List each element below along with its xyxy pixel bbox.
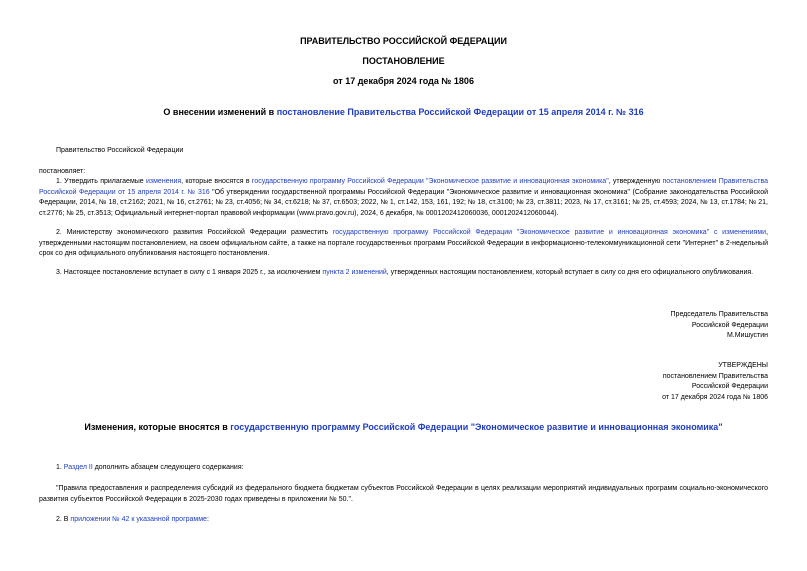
c2-number: 2. В <box>56 516 71 523</box>
c2-link-appendix[interactable]: приложении № 42 к указанной программе <box>70 516 207 523</box>
title-link[interactable]: постановление Правительства Российской Федерации от 15 апреля 2014 г. № 316 <box>276 107 644 117</box>
c2-text: : <box>206 516 209 523</box>
change-item-2 <box>56 515 209 526</box>
decrees-word: постановляет: <box>39 168 86 175</box>
approved-line-3: Российской Федерации <box>691 383 768 391</box>
c1-text: дополнить абзацем следующего содержания: <box>92 464 244 471</box>
approved-block <box>662 361 768 404</box>
p3-text-b: , утвержденных настоящим постановлением, который вступает в силу со дня его официального опубликования. <box>386 269 754 276</box>
document-type: ПОСТАНОВЛЕНИЕ <box>362 56 445 66</box>
paragraph-3 <box>56 268 768 279</box>
paragraph-1 <box>39 177 768 219</box>
p2-link-changes[interactable]: с изменениями <box>709 229 767 236</box>
p1-link-decree[interactable]: постановлением Правительства Российской Федерации от 15 апреля 2014 г. № 316 <box>39 178 768 196</box>
p2-text-b: , утвержденными настоящим постановлением, на своем официальном сайте, а также на портале государственных программ Российской Федерации в информационно-телекоммуникационной сети "Интернет" в 2-недельный срок со дня официального опубликования настоящего постановления. <box>39 229 769 257</box>
p2-link-program[interactable]: государственную программу Российской Федерации "Экономическое развитие и инновационная экономика" <box>332 229 710 236</box>
p2-text-a: 2. Министерству экономического развития Российской Федерации разместить <box>56 229 333 236</box>
changes-title <box>0 422 807 432</box>
document-date-number: от 17 декабря 2024 года № 1806 <box>333 76 474 86</box>
title-prefix: О внесении изменений в <box>163 107 277 117</box>
changes-title-link[interactable]: государственную программу Российской Федерации "Экономическое развитие и инновационная экономика" <box>230 422 723 432</box>
government-line: Правительство Российской Федерации <box>56 147 184 154</box>
signature-block <box>671 310 768 342</box>
signature-position: Председатель Правительства <box>670 311 768 318</box>
approved-line-2: постановлением Правительства <box>662 372 768 380</box>
change-item-1-quote: "Правила предоставления и распределения субсидий из федерального бюджета бюджетам субъектов Российской Федерации в целях реализации мероприятий индивидуальных программ социально-экономического развития субъектов Российской Федерации в 2025-2030 годах приведены в приложении № 50.". <box>39 485 768 503</box>
paragraph-2 <box>39 228 768 260</box>
document-title <box>0 107 807 117</box>
p1-text-b: , которые вносятся в <box>181 178 252 185</box>
changes-title-prefix: Изменения, которые вносятся в <box>84 422 231 432</box>
signature-country: Российской Федерации <box>691 321 768 329</box>
p1-text-a: 1. Утвердить прилагаемые <box>56 178 146 185</box>
signature-name: М.Мишустин <box>726 332 768 340</box>
c1-number: 1. <box>56 464 64 471</box>
c1-link-section[interactable]: Раздел II <box>63 464 93 471</box>
p1-text-c: , утвержденную <box>608 178 663 185</box>
p1-link-changes[interactable]: изменения <box>146 178 182 185</box>
approved-line-4: от 17 декабря 2024 года № 1806 <box>662 394 768 402</box>
p1-link-program[interactable]: государственную программу Российской Федерации "Экономическое развитие и инновационная экономика" <box>251 178 609 185</box>
p3-link-item2[interactable]: пункта 2 изменений <box>322 269 387 276</box>
p3-text-a: 3. Настоящее постановление вступает в силу с 1 января 2025 г., за исключением <box>56 269 323 276</box>
approved-heading: УТВЕРЖДЕНЫ <box>718 362 768 369</box>
government-heading: ПРАВИТЕЛЬСТВО РОССИЙСКОЙ ФЕДЕРАЦИИ <box>300 36 507 46</box>
p1-text-d: "Об утверждении государственной программы Российской Федерации "Экономическое развитие и инновационная экономика" (Собрание законодательства Российской Федерации, 2014, № 18, ст.2162; 2021, № 16, ст.2761; № 23, ст.4056; № 34, ст.6218; № 37, ст.6503; 2022, № 1, ст.142, 153, 161, 192; № 18, ст.3100; № 23, ст.3811; 2023, № 17, ст.3161; № 25, ст.4593; 2024, № 13, ст.1784; № 21, ст.2776; № 25, ст.3513; Официальный интернет-портал правовой информации (www.pravo.gov.ru), 2024, 6 декабря, № 0001202412060036, 0001202412060044). <box>39 188 769 217</box>
change-item-1 <box>56 463 244 474</box>
